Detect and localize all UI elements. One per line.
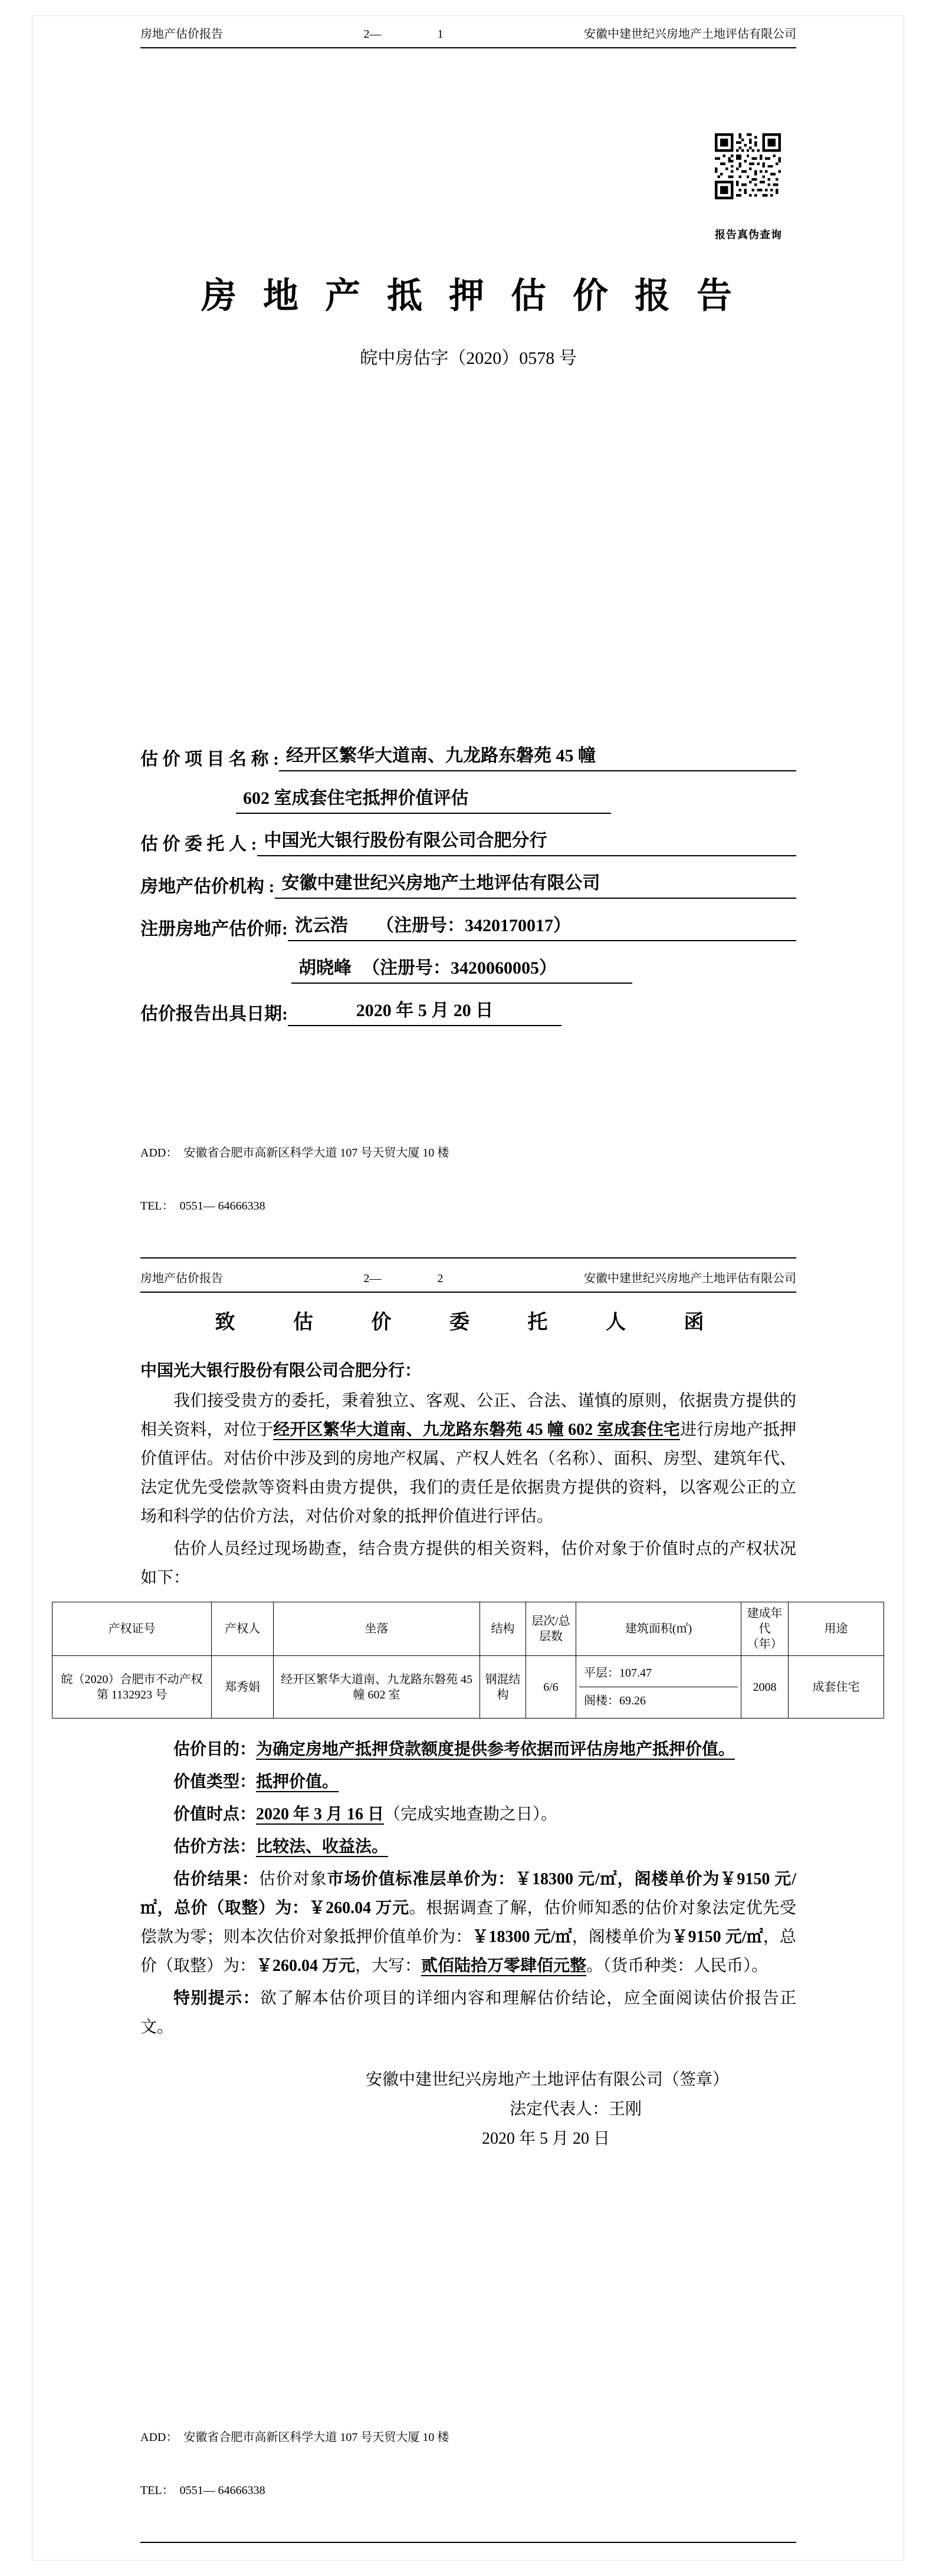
- header-doc-type: 房地产估价报告: [140, 1272, 223, 1285]
- page-header: [140, 0, 796, 48]
- result-seg-9: ，大写：: [355, 1957, 422, 1975]
- purpose-value: 为确定房地产抵押贷款额度提供参考依据而评估房地产抵押价值。: [256, 1740, 735, 1759]
- footer-address: ADD： 安徽省合肥市高新区科学大道 107 号天贸大厦 10 楼: [140, 1146, 449, 1159]
- cell-owner: 郑秀娟: [212, 1656, 274, 1719]
- result-label: 估价结果：: [173, 1870, 259, 1888]
- intro-subject-property: 经开区繁华大道南、九龙路东磐苑 45 幢 602 室成套住宅: [273, 1421, 681, 1439]
- appraiser-1-value: [288, 914, 796, 941]
- appraiser-2-reg: （注册号：3420060005）: [362, 958, 557, 978]
- cell-usage: 成套住宅: [789, 1656, 884, 1719]
- client-label: 估 价 委 托 人 :: [140, 834, 257, 854]
- cover-form: [140, 744, 796, 1026]
- area-loft: 阁楼：69.26: [584, 1694, 646, 1707]
- page-footer: [140, 2393, 796, 2543]
- page-1: [0, 0, 936, 1262]
- col-owner: 产权人: [212, 1602, 274, 1656]
- header-page-number: 2: [437, 1272, 444, 1285]
- value-type-value: 抵押价值。: [256, 1773, 339, 1791]
- appraiser-1-reg: （注册号：3420170017）: [376, 916, 571, 935]
- result-unit-price: ￥18300 元/㎡: [472, 1928, 572, 1946]
- result-seg-5: ，阁楼单价为: [572, 1928, 672, 1946]
- signature-company: 安徽中建世纪兴房地产土地评估有限公司（签章）: [365, 2071, 729, 2089]
- col-structure: 结构: [480, 1602, 526, 1656]
- form-row-project-cont: [140, 787, 796, 814]
- page-2: [0, 1262, 936, 2576]
- property-rights-table: [52, 1602, 884, 1719]
- footer-tel: TEL： 0551— 64666338: [140, 1200, 265, 1213]
- qr-caption: 报告真伪查询: [715, 229, 782, 241]
- header-doc-type: 房地产估价报告: [140, 28, 223, 41]
- result-seg-1: 估价对象: [258, 1870, 327, 1888]
- cell-year: 2008: [741, 1656, 789, 1719]
- appraiser-2-name: 胡晓峰: [298, 958, 352, 978]
- project-label: 估 价 项 目 名 称 :: [140, 750, 279, 769]
- footer-address: ADD： 安徽省合肥市高新区科学大道 107 号天贸大厦 10 楼: [140, 2431, 449, 2444]
- report-date-value: 2020 年 5 月 20 日: [288, 999, 561, 1026]
- qr-code-icon: [715, 133, 781, 199]
- agency-value: 安徽中建世纪兴房地产土地评估有限公司: [275, 872, 797, 899]
- item-notice: [140, 1984, 796, 2042]
- intro-seg-1: 我们接受贵方的委托，秉着独立、客观、公正、合法、谨慎的原则，依据贵方提供的相关资料，对位于: [140, 1392, 796, 1439]
- page-header: [140, 1262, 796, 1293]
- area-main-floor: 平层：107.47: [579, 1660, 738, 1687]
- method-label: 估价方法：: [173, 1838, 257, 1856]
- header-company: 安徽中建世纪兴房地产土地评估有限公司: [584, 28, 796, 41]
- client-value: 中国光大银行股份有限公司合肥分行: [257, 829, 797, 856]
- value-type-label: 价值类型：: [173, 1773, 257, 1791]
- value-time-suffix: （完成实地查勘之日）。: [384, 1805, 558, 1823]
- header-page-number: 1: [437, 28, 444, 41]
- cell-structure: 钢混结构: [480, 1656, 526, 1719]
- cell-floor: 6/6: [526, 1656, 576, 1719]
- col-year: 建成年代（年）: [741, 1602, 789, 1656]
- result-market-value: 市场价值标准层单价为：￥18300 元/㎡，阁楼单价为￥9150 元/㎡，总价（取整）为：￥260.04 万元: [140, 1870, 796, 1917]
- value-time-date: 2020 年 3 月 16 日: [256, 1805, 385, 1823]
- intro-paragraph: [140, 1386, 796, 1531]
- project-value-line1: 经开区繁华大道南、九龙路东磐苑 45 幢: [279, 744, 796, 771]
- cell-area: [576, 1656, 741, 1719]
- result-loft-price: ￥9150 元/㎡: [671, 1928, 763, 1946]
- item-value-type: [140, 1767, 796, 1796]
- purpose-label: 估价目的：: [173, 1740, 257, 1759]
- report-date-label: 估价报告出具日期:: [140, 1004, 288, 1024]
- page-footer: [140, 1109, 796, 1259]
- signature-representative: 法定代表人：王刚: [509, 2100, 642, 2118]
- survey-paragraph: 估价人员经过现场勘查，结合贵方提供的相关资料，估价对象于价值时点的产权状况如下：: [140, 1540, 796, 1587]
- col-usage: 用途: [789, 1602, 884, 1656]
- result-amount-capital: 贰佰陆拾万零肆佰元整: [421, 1957, 587, 1975]
- header-page-total: 2—: [363, 1272, 382, 1285]
- result-seg-3: 。根据调查了解，估价师知悉的估价对象法定优先受偿款为零；则本次估价对象抵押价值单价为：: [140, 1899, 796, 1946]
- appraiser-label: 注册房地产估价师:: [140, 919, 288, 939]
- qr-block: [715, 133, 781, 242]
- header-pagination: [364, 27, 444, 41]
- method-value: 比较法、收益法。: [256, 1838, 389, 1856]
- form-row-appraiser-2: [140, 957, 796, 984]
- value-time-label: 价值时点：: [173, 1805, 257, 1823]
- cell-cert-no: 皖（2020）合肥市不动产权第 1132923 号: [52, 1656, 212, 1719]
- salutation: 中国光大银行股份有限公司合肥分行：: [140, 1362, 422, 1380]
- notice-label: 特别提示：: [173, 1989, 260, 2007]
- form-row-project: [140, 744, 796, 771]
- doc-number: 皖中房估字（2020）0578 号: [360, 349, 577, 368]
- item-value-time: [140, 1800, 796, 1829]
- notice-value: 欲了解本估价项目的详细内容和理解估价结论，应全面阅读估价报告正文。: [140, 1989, 796, 2036]
- form-row-report-date: [140, 999, 796, 1026]
- footer-tel: TEL： 0551— 64666338: [140, 2484, 265, 2497]
- result-seg-11: 。（货币种类：人民币）。: [586, 1957, 768, 1975]
- form-row-appraiser-1: [140, 914, 796, 941]
- col-location: 坐落: [274, 1602, 480, 1656]
- signature-date: 2020 年 5 月 20 日: [481, 2130, 610, 2148]
- table-row: [52, 1656, 884, 1719]
- form-row-agency: [140, 872, 796, 899]
- header-company: 安徽中建世纪兴房地产土地评估有限公司: [584, 1272, 796, 1285]
- item-purpose: [140, 1735, 796, 1764]
- agency-label: 房地产估价机构 :: [140, 877, 275, 896]
- valuation-items: [140, 1735, 796, 2042]
- col-floor: 层次/总层数: [526, 1602, 576, 1656]
- form-row-client: [140, 829, 796, 856]
- project-value-line2: 602 室成套住宅抵押价值评估: [236, 787, 611, 814]
- appraiser-1-name: 沈云浩: [295, 916, 348, 935]
- result-total-price: ￥260.04 万元: [256, 1957, 356, 1975]
- appraiser-2-value: [291, 957, 632, 984]
- signature-block: [140, 2065, 796, 2154]
- intro-seg-3: 进行房地产抵押价值评估。对估价中涉及到的房地产权属、产权人姓名（名称）、面积、房型、建筑年代、法定优先受偿款等资料由贵方提供，我们的责任是依据贵方提供的资料，以客观公正的立场和科学的估价方法，对估价对象的抵押价值进行评估。: [140, 1421, 796, 1526]
- result-seg-7: ，总价（取整）为：: [140, 1928, 796, 1975]
- header-page-total: 2—: [363, 28, 382, 41]
- header-pagination: [364, 1271, 444, 1286]
- letter-title: 致 估 价 委 托 人 函: [215, 1312, 722, 1333]
- table-header-row: [52, 1602, 884, 1656]
- report-title: 房 地 产 抵 押 估 价 报 告: [201, 277, 735, 316]
- item-method: [140, 1832, 796, 1861]
- col-cert-no: 产权证号: [52, 1602, 212, 1656]
- cell-location: 经开区繁华大道南、九龙路东磐苑 45 幢 602 室: [274, 1656, 480, 1719]
- item-result: [140, 1865, 796, 1980]
- col-area: 建筑面积(㎡): [576, 1602, 741, 1656]
